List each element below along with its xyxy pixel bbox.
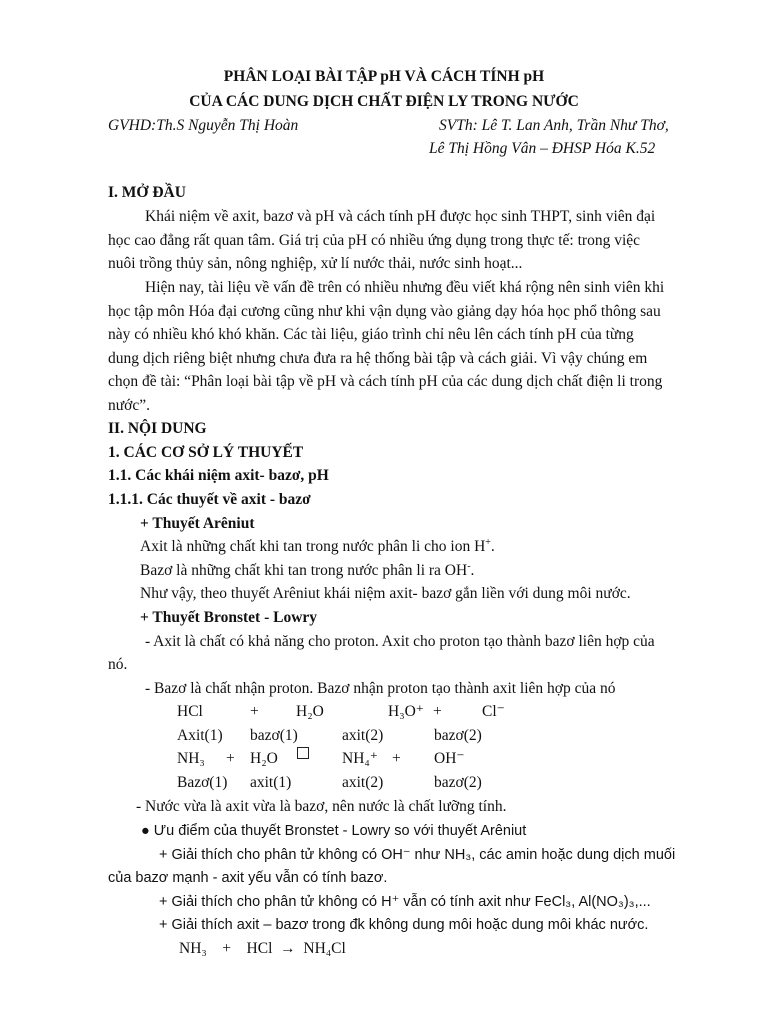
final-equation: NH₃ + HCl → NH₄Cl (179, 940, 346, 957)
equilibrium-box-icon (297, 747, 309, 769)
equation-cell: + (226, 750, 235, 767)
equation-cell: Bazơ(1) (177, 774, 228, 791)
equation-cell: NH₄⁺ (342, 750, 378, 767)
equation-cell: HCl (177, 703, 203, 720)
theory-line: Axit là những chất khi tan trong nước phân li cho ion H+. (140, 536, 495, 555)
equation-cell: bazơ(2) (434, 727, 482, 744)
equation-cell: H₂O (296, 703, 324, 720)
advantages-heading: ● Ưu điểm của thuyết Bronstet - Lowry so với thuyết Arêniut (141, 823, 527, 839)
equation-cell: axit(2) (342, 774, 384, 791)
paragraph-line: nước”. (108, 397, 150, 414)
equation-cell: + (392, 750, 401, 767)
paragraph-line: chọn đề tài: “Phân loại bài tập về pH và cách tính pH của các dung dịch chất điện li trong (108, 373, 663, 390)
paragraph-line: này có nhiều khó khó khăn. Các tài liệu, giáo trình chỉ nêu lên cách tính pH của từng (108, 326, 634, 343)
theory-heading-bronsted: + Thuyết Bronstet - Lowry (140, 609, 318, 626)
paragraph-line: học cao đẳng rất quan tâm. Giá trị của pH có nhiều ứng dụng trong thực tế: trong việc (108, 232, 641, 249)
paragraph-line: học tập môn Hóa đại cương cũng như khi vận dụng vào giảng dạy hóa học phổ thông sau (108, 303, 661, 320)
equation-cell: OH⁻ (434, 750, 465, 767)
subsection-heading: 1. CÁC CƠ SỞ LÝ THUYẾT (108, 444, 304, 461)
theory-line: nó. (108, 656, 128, 673)
paragraph-line: Hiện nay, tài liệu về vấn đề trên có nhiều nhưng đều viết khá rộng nên sinh viên khi (145, 279, 665, 296)
students-line-2: Lê Thị Hồng Vân – ĐHSP Hóa K.52 (429, 140, 656, 157)
title-line-1: PHÂN LOẠI BÀI TẬP pH VÀ CÁCH TÍNH pH (223, 68, 545, 85)
theory-line: - Axit là chất có khả năng cho proton. Axit cho proton tạo thành bazơ liên hợp của (145, 633, 655, 650)
water-note: - Nước vừa là axit vừa là bazơ, nên nước là chất lưỡng tính. (136, 798, 507, 815)
theory-line: - Bazơ là chất nhận proton. Bazơ nhận proton tạo thành axit liên hợp của nó (145, 680, 616, 697)
theory-line: Bazơ là những chất khi tan trong nước phân li ra OH-. (140, 560, 475, 579)
equation-cell: NH₃ (177, 750, 205, 767)
equation-cell: bazơ(2) (434, 774, 482, 791)
subsection-heading: 1.1. Các khái niệm axit- bazơ, pH (108, 467, 329, 484)
subsection-heading: 1.1.1. Các thuyết về axit - bazơ (108, 491, 311, 508)
equation-cell: Cl⁻ (482, 703, 505, 720)
section-heading-content: II. NỘI DUNG (108, 420, 207, 437)
equation-cell: axit(2) (342, 727, 384, 744)
theory-heading-arrhenius: + Thuyết Arêniut (140, 515, 255, 532)
paragraph-line: nuôi trồng thủy sản, nông nghiệp, xử lí nước thải, nước sinh hoạt... (108, 255, 523, 272)
advantage-line: + Giải thích axit – bazơ trong đk không dung môi hoặc dung môi khác nước. (159, 917, 649, 933)
advantage-line: của bazơ mạnh - axit yếu vẫn có tính bazơ. (108, 870, 388, 886)
paragraph-line: Khái niệm về axit, bazơ và pH và cách tính pH được học sinh THPT, sinh viên đại (145, 208, 656, 225)
section-heading-intro: I. MỞ ĐẦU (108, 184, 186, 201)
equation-cell: bazơ(1) (250, 727, 298, 744)
students-line-1: SVTh: Lê T. Lan Anh, Trần Như Thơ, (439, 117, 669, 134)
equation-cell: Axit(1) (177, 727, 223, 744)
paragraph-line: dung dịch riêng biệt nhưng chưa đưa ra hệ thống bài tập và cách giải. Vì vậy chúng em (108, 350, 648, 367)
equation-cell: axit(1) (250, 774, 292, 791)
equation-cell: H₂O (250, 750, 278, 767)
equation-cell: H₃O⁺ (388, 703, 424, 720)
advantage-line: + Giải thích cho phân tử không có OH⁻ như NH₃, các amin hoặc dung dịch muối (159, 847, 676, 863)
equation-cell: + (250, 703, 259, 720)
theory-line: Như vậy, theo thuyết Arêniut khái niệm axit- bazơ gắn liền với dung môi nước. (140, 585, 631, 602)
advisor-name: GVHD:Th.S Nguyễn Thị Hoàn (108, 117, 299, 134)
equation-cell: + (433, 703, 442, 720)
advantage-line: + Giải thích cho phân tử không có H⁺ vẫn có tính axit như FeCl₃, Al(NO₃)₃,... (159, 894, 651, 910)
title-line-2: CỦA CÁC DUNG DỊCH CHẤT ĐIỆN LY TRONG NƯỚC (189, 93, 579, 110)
